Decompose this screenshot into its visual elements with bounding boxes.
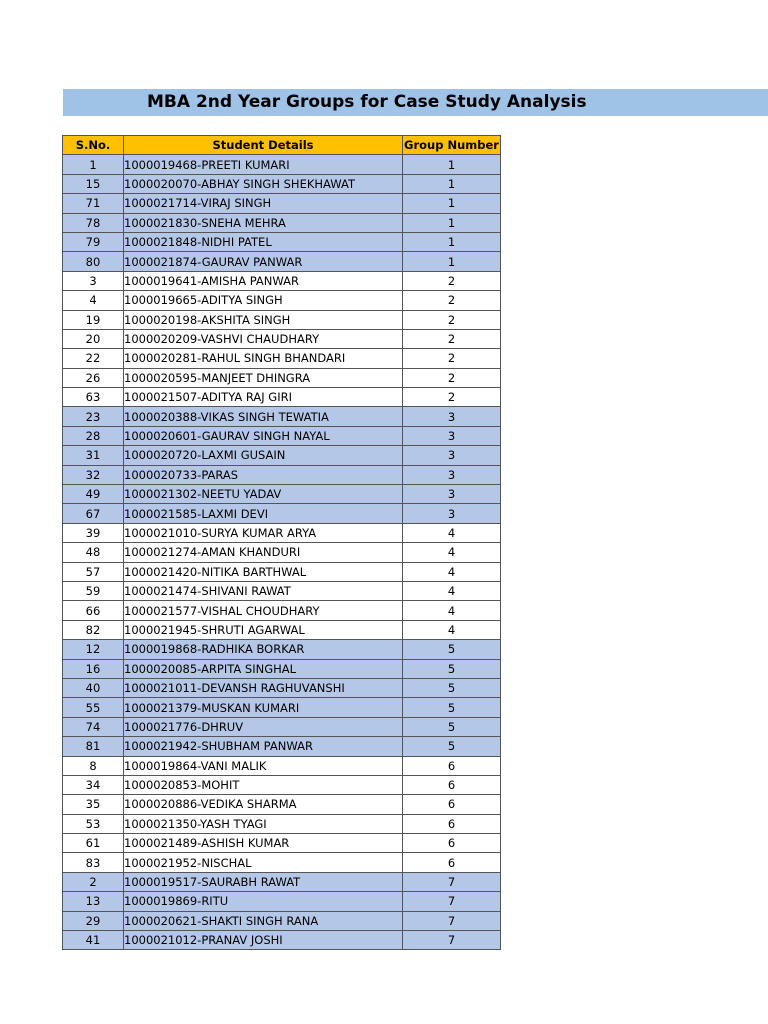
- table-row: [63, 562, 501, 581]
- table-row: [63, 465, 501, 484]
- cell-group-number: 4: [403, 562, 501, 581]
- cell-sno: 34: [63, 775, 124, 794]
- table-row: [63, 892, 501, 911]
- cell-sno: 55: [63, 698, 124, 717]
- cell-student-details: 1000020209-VASHVI CHAUDHARY: [124, 329, 403, 348]
- cell-group-number: 6: [403, 814, 501, 833]
- cell-sno: 35: [63, 795, 124, 814]
- cell-group-number: 1: [403, 252, 501, 271]
- cell-student-details: 1000021945-SHRUTI AGARWAL: [124, 620, 403, 639]
- cell-group-number: 6: [403, 775, 501, 794]
- table-row: [63, 911, 501, 930]
- table-row: [63, 872, 501, 891]
- cell-student-details: 1000020281-RAHUL SINGH BHANDARI: [124, 349, 403, 368]
- cell-sno: 28: [63, 426, 124, 445]
- cell-sno: 13: [63, 892, 124, 911]
- cell-student-details: 1000020886-VEDIKA SHARMA: [124, 795, 403, 814]
- cell-sno: 79: [63, 232, 124, 251]
- table-row: [63, 407, 501, 426]
- cell-student-details: 1000021379-MUSKAN KUMARI: [124, 698, 403, 717]
- table-row: [63, 853, 501, 872]
- cell-sno: 66: [63, 601, 124, 620]
- cell-group-number: 2: [403, 349, 501, 368]
- table-row: [63, 795, 501, 814]
- cell-student-details: 1000020601-GAURAV SINGH NAYAL: [124, 426, 403, 445]
- cell-student-details: 1000019517-SAURABH RAWAT: [124, 872, 403, 891]
- table-row: [63, 485, 501, 504]
- cell-student-details: 1000019869-RITU: [124, 892, 403, 911]
- cell-sno: 78: [63, 213, 124, 232]
- cell-sno: 80: [63, 252, 124, 271]
- table-row: [63, 232, 501, 251]
- cell-student-details: 1000020621-SHAKTI SINGH RANA: [124, 911, 403, 930]
- cell-group-number: 5: [403, 698, 501, 717]
- table-row: [63, 426, 501, 445]
- cell-student-details: 1000021489-ASHISH KUMAR: [124, 834, 403, 853]
- cell-sno: 48: [63, 543, 124, 562]
- cell-group-number: 4: [403, 601, 501, 620]
- cell-sno: 63: [63, 388, 124, 407]
- cell-group-number: 1: [403, 213, 501, 232]
- cell-group-number: 2: [403, 368, 501, 387]
- cell-group-number: 6: [403, 756, 501, 775]
- cell-group-number: 5: [403, 678, 501, 697]
- cell-student-details: 1000021874-GAURAV PANWAR: [124, 252, 403, 271]
- table-row: [63, 310, 501, 329]
- table-row: [63, 620, 501, 639]
- cell-group-number: 5: [403, 659, 501, 678]
- cell-group-number: 2: [403, 271, 501, 290]
- cell-student-details: 1000021942-SHUBHAM PANWAR: [124, 737, 403, 756]
- cell-sno: 49: [63, 485, 124, 504]
- cell-student-details: 1000021012-PRANAV JOSHI: [124, 931, 403, 950]
- cell-sno: 81: [63, 737, 124, 756]
- cell-student-details: 1000020733-PARAS: [124, 465, 403, 484]
- cell-group-number: 4: [403, 620, 501, 639]
- table-row: [63, 931, 501, 950]
- cell-group-number: 7: [403, 931, 501, 950]
- cell-group-number: 2: [403, 329, 501, 348]
- table-row: [63, 640, 501, 659]
- cell-group-number: 7: [403, 911, 501, 930]
- table-row: [63, 388, 501, 407]
- table-row: [63, 271, 501, 290]
- table-row: [63, 756, 501, 775]
- cell-group-number: 7: [403, 892, 501, 911]
- cell-student-details: 1000021507-ADITYA RAJ GIRI: [124, 388, 403, 407]
- header-row: [63, 136, 501, 155]
- cell-group-number: 4: [403, 581, 501, 600]
- cell-group-number: 3: [403, 485, 501, 504]
- cell-sno: 32: [63, 465, 124, 484]
- cell-sno: 2: [63, 872, 124, 891]
- table-row: [63, 775, 501, 794]
- cell-student-details: 1000020388-VIKAS SINGH TEWATIA: [124, 407, 403, 426]
- table-row: [63, 834, 501, 853]
- table-row: [63, 291, 501, 310]
- cell-sno: 59: [63, 581, 124, 600]
- cell-group-number: 5: [403, 640, 501, 659]
- cell-student-details: 1000020070-ABHAY SINGH SHEKHAWAT: [124, 174, 403, 193]
- cell-student-details: 1000021010-SURYA KUMAR ARYA: [124, 523, 403, 542]
- header-sno: S.No.: [63, 136, 124, 155]
- cell-student-details: 1000019468-PREETI KUMARI: [124, 155, 403, 174]
- cell-group-number: 4: [403, 523, 501, 542]
- cell-student-details: 1000020595-MANJEET DHINGRA: [124, 368, 403, 387]
- cell-group-number: 3: [403, 407, 501, 426]
- cell-student-details: 1000019641-AMISHA PANWAR: [124, 271, 403, 290]
- cell-sno: 83: [63, 853, 124, 872]
- cell-group-number: 4: [403, 543, 501, 562]
- cell-student-details: 1000021830-SNEHA MEHRA: [124, 213, 403, 232]
- cell-student-details: 1000021848-NIDHI PATEL: [124, 232, 403, 251]
- table-row: [63, 194, 501, 213]
- cell-sno: 23: [63, 407, 124, 426]
- cell-sno: 15: [63, 174, 124, 193]
- table-row: [63, 601, 501, 620]
- table-row: [63, 659, 501, 678]
- table-row: [63, 814, 501, 833]
- cell-student-details: 1000020085-ARPITA SINGHAL: [124, 659, 403, 678]
- header-group-number: Group Number: [403, 136, 501, 155]
- cell-student-details: 1000021274-AMAN KHANDURI: [124, 543, 403, 562]
- cell-group-number: 6: [403, 834, 501, 853]
- cell-student-details: 1000021350-YASH TYAGI: [124, 814, 403, 833]
- cell-group-number: 1: [403, 232, 501, 251]
- table-row: [63, 504, 501, 523]
- cell-sno: 40: [63, 678, 124, 697]
- cell-sno: 8: [63, 756, 124, 775]
- table-row: [63, 155, 501, 174]
- cell-group-number: 2: [403, 291, 501, 310]
- cell-sno: 3: [63, 271, 124, 290]
- cell-student-details: 1000019665-ADITYA SINGH: [124, 291, 403, 310]
- cell-sno: 57: [63, 562, 124, 581]
- cell-student-details: 1000019868-RADHIKA BORKAR: [124, 640, 403, 659]
- cell-sno: 1: [63, 155, 124, 174]
- cell-sno: 19: [63, 310, 124, 329]
- table-row: [63, 737, 501, 756]
- cell-group-number: 3: [403, 426, 501, 445]
- cell-sno: 61: [63, 834, 124, 853]
- table-row: [63, 252, 501, 271]
- cell-sno: 39: [63, 523, 124, 542]
- cell-group-number: 6: [403, 795, 501, 814]
- cell-student-details: 1000021420-NITIKA BARTHWAL: [124, 562, 403, 581]
- cell-sno: 26: [63, 368, 124, 387]
- cell-sno: 16: [63, 659, 124, 678]
- cell-sno: 53: [63, 814, 124, 833]
- cell-student-details: 1000021585-LAXMI DEVI: [124, 504, 403, 523]
- cell-group-number: 1: [403, 194, 501, 213]
- table-row: [63, 523, 501, 542]
- cell-group-number: 3: [403, 504, 501, 523]
- table-row: [63, 446, 501, 465]
- cell-group-number: 3: [403, 446, 501, 465]
- cell-student-details: 1000021952-NISCHAL: [124, 853, 403, 872]
- cell-sno: 12: [63, 640, 124, 659]
- cell-student-details: 1000020853-MOHIT: [124, 775, 403, 794]
- title-bar: [63, 89, 768, 116]
- header-student-details: Student Details: [124, 136, 403, 155]
- cell-student-details: 1000019864-VANI MALIK: [124, 756, 403, 775]
- cell-student-details: 1000021577-VISHAL CHOUDHARY: [124, 601, 403, 620]
- cell-sno: 82: [63, 620, 124, 639]
- table-row: [63, 581, 501, 600]
- cell-group-number: 3: [403, 465, 501, 484]
- table-row: [63, 543, 501, 562]
- cell-group-number: 2: [403, 310, 501, 329]
- table-row: [63, 329, 501, 348]
- cell-sno: 22: [63, 349, 124, 368]
- cell-sno: 41: [63, 931, 124, 950]
- cell-group-number: 5: [403, 737, 501, 756]
- table-row: [63, 678, 501, 697]
- table-row: [63, 717, 501, 736]
- cell-student-details: 1000021474-SHIVANI RAWAT: [124, 581, 403, 600]
- cell-student-details: 1000021714-VIRAJ SINGH: [124, 194, 403, 213]
- cell-sno: 31: [63, 446, 124, 465]
- cell-student-details: 1000021011-DEVANSH RAGHUVANSHI: [124, 678, 403, 697]
- cell-sno: 29: [63, 911, 124, 930]
- cell-sno: 20: [63, 329, 124, 348]
- cell-group-number: 5: [403, 717, 501, 736]
- cell-group-number: 7: [403, 872, 501, 891]
- cell-student-details: 1000021776-DHRUV: [124, 717, 403, 736]
- table-body: [63, 155, 501, 950]
- table-row: [63, 174, 501, 193]
- cell-student-details: 1000021302-NEETU YADAV: [124, 485, 403, 504]
- cell-group-number: 1: [403, 174, 501, 193]
- sheet-title: MBA 2nd Year Groups for Case Study Analysis: [147, 92, 587, 112]
- cell-sno: 71: [63, 194, 124, 213]
- table-row: [63, 698, 501, 717]
- cell-sno: 67: [63, 504, 124, 523]
- table-row: [63, 213, 501, 232]
- cell-group-number: 6: [403, 853, 501, 872]
- table-row: [63, 368, 501, 387]
- cell-student-details: 1000020198-AKSHITA SINGH: [124, 310, 403, 329]
- cell-sno: 4: [63, 291, 124, 310]
- table-row: [63, 349, 501, 368]
- cell-sno: 74: [63, 717, 124, 736]
- cell-student-details: 1000020720-LAXMI GUSAIN: [124, 446, 403, 465]
- cell-group-number: 2: [403, 388, 501, 407]
- groups-table: [62, 135, 501, 950]
- cell-group-number: 1: [403, 155, 501, 174]
